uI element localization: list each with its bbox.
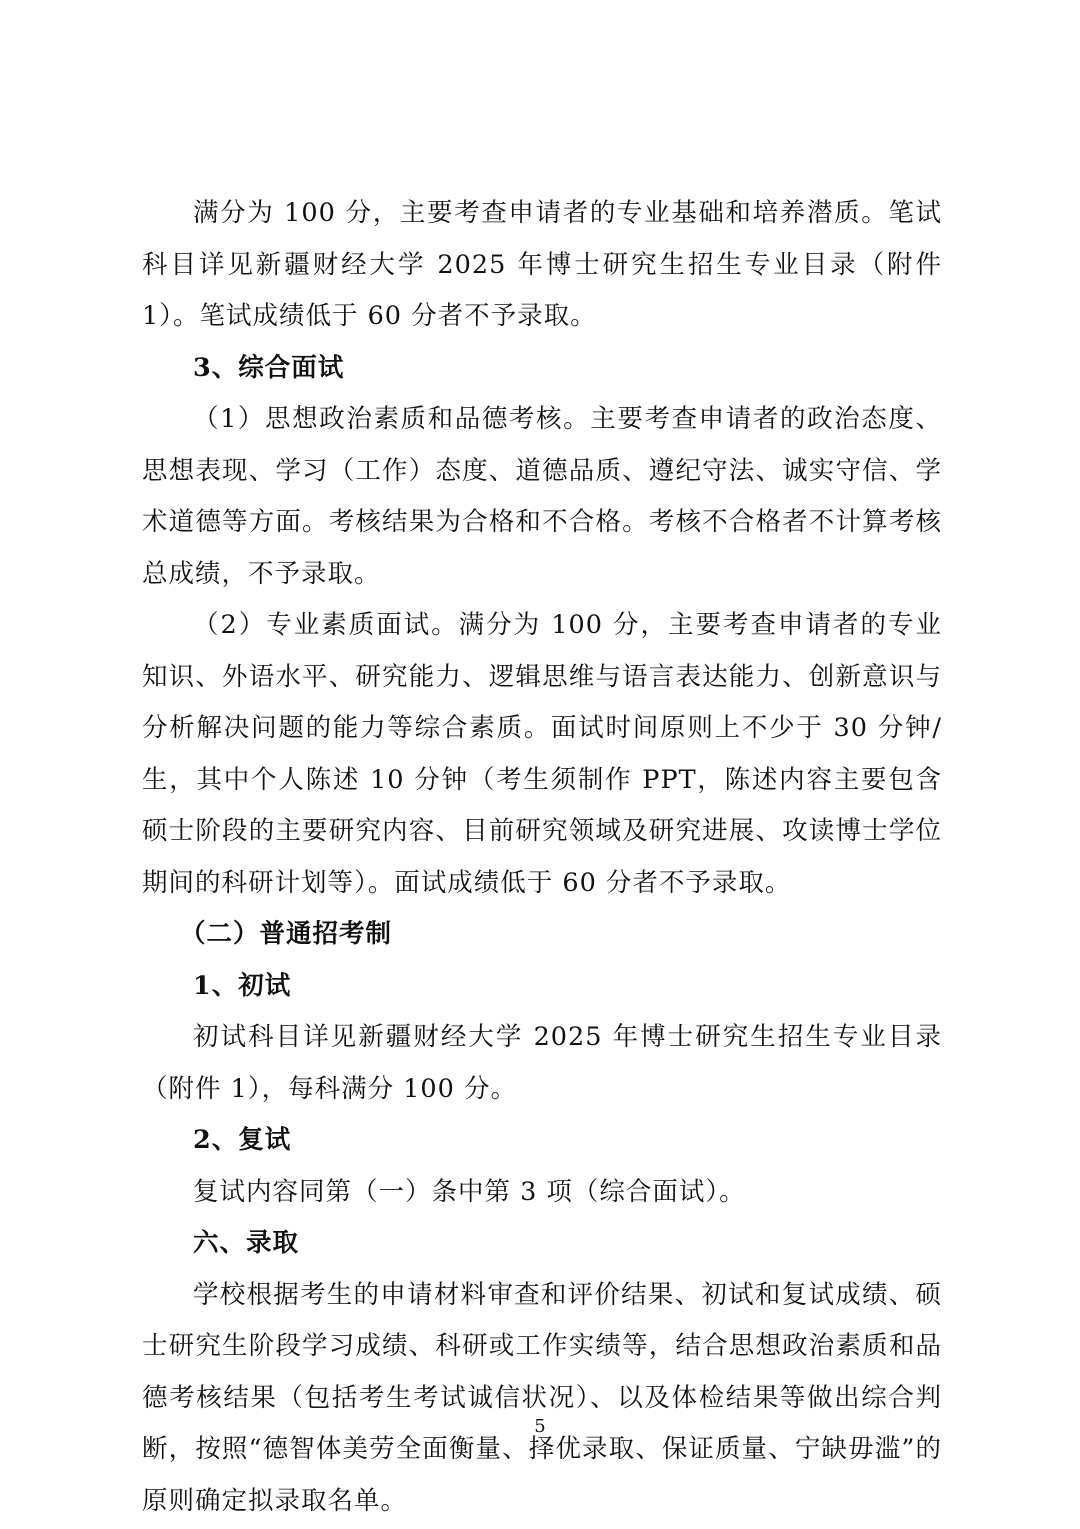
- paragraph-admission-principles: 学校根据考生的申请材料审查和评价结果、初试和复试成绩、硕士研究生阶段学习成绩、科研或工作实绩等，结合思想政治素质和品德考核结果（包括考生考试诚信状况）、以及体检结果等做出综合判断，按照“德智体美劳全面衡量、择优录取、保证质量、宁缺毋滥”的原则确定拟录取名单。: [142, 1279, 942, 1516]
- paragraph-preliminary-exam-subjects: 初试科目详见新疆财经大学 2025 年博士研究生招生专业目录（附件 1），每科满分 100 分。: [142, 1022, 942, 1104]
- heading-preliminary-exam: 1、初试: [193, 970, 292, 1001]
- paragraph-re-exam-content: 复试内容同第（一）条中第 3 项（综合面试）。: [193, 1176, 746, 1207]
- heading-re-exam: 2、复试: [193, 1125, 292, 1155]
- heading-comprehensive-interview: 3、综合面试: [193, 352, 345, 383]
- paragraph-political-moral-assessment: （1）思想政治素质和品德考核。主要考查申请者的政治态度、思想表现、学习（工作）态度、道德品质、遵纪守法、诚实守信、学术道德等方面。考核结果为合格和不合格。考核不合格者不计算考核总成绩，不予录取。: [142, 404, 942, 589]
- document-body: [142, 188, 942, 1527]
- heading-admission: 六、录取: [193, 1228, 300, 1258]
- paragraph-professional-interview: （2）专业素质面试。满分为 100 分，主要考查申请者的专业知识、外语水平、研究能力、逻辑思维与语言表达能力、创新意识与分析解决问题的能力等综合素质。面试时间原则上不少于 30 分钟/生，其中个人陈述 10 分钟（考生须制作 PPT，陈述内容主要包含硕士阶段的主要研究内容、目前研究领域及研究进展、攻读博士学位期间的科研计划等）。面试成绩低于 60 分者不予录取。: [142, 610, 942, 898]
- paragraph-written-exam-score: 满分为 100 分，主要考查申请者的专业基础和培养潜质。笔试科目详见新疆财经大学 2025 年博士研究生招生专业目录（附件 1）。笔试成绩低于 60 分者不予录取。: [142, 198, 942, 331]
- page-number: 5: [534, 1416, 546, 1437]
- heading-general-admission: （二）普通招考制: [180, 919, 393, 949]
